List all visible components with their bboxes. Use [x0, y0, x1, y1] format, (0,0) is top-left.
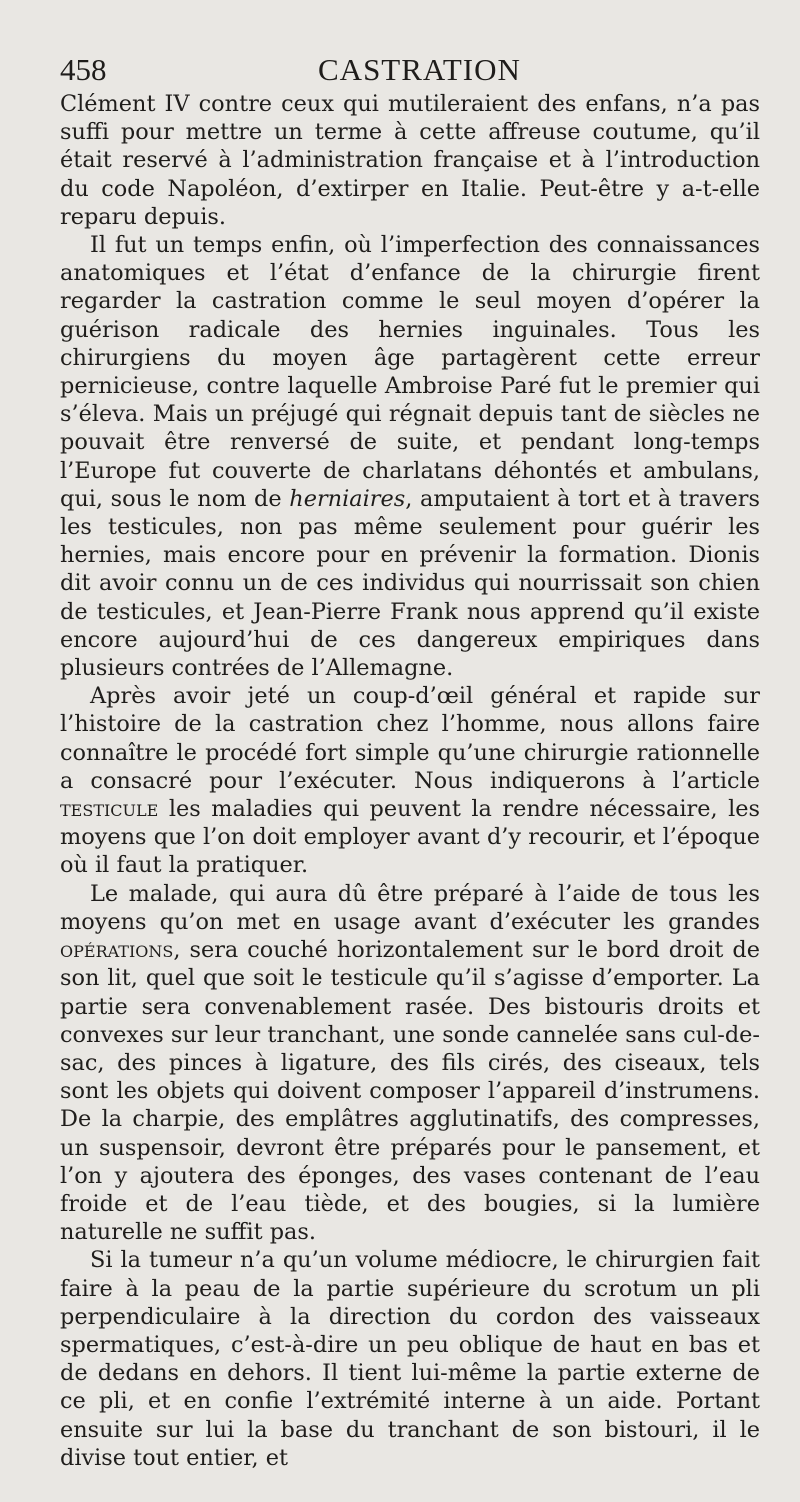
text-run: les maladies qui peuvent la rendre nécessaire, les moyens que l’on doit employer avant d’y recourir, et l’époque où il faut la pratiquer. — [60, 796, 760, 879]
running-title: CASTRATION — [318, 52, 521, 87]
small-caps-reference: testicule — [60, 796, 159, 823]
paragraph — [60, 1246, 760, 1472]
page-header — [60, 46, 760, 90]
text-run: Il fut un temps enfin, où l’imperfection des connaissances anatomiques et l’état d’enfance de la chirurgie firent regarder la castration comme le seul moyen d’opérer la guérison radicale des hernies inguinales. Tous les chirurgiens du moyen âge partagèrent cette erreur pernicieuse, contre laquelle Ambroise Paré fut le premier qui s’éleva. Mais un préjugé qui régnait depuis tant de siècles ne pouvait être renversé de suite, et pendant long-temps l’Europe fut couverte de charlatans déhontés et ambulans, qui, sous le nom de — [60, 232, 760, 512]
paragraph — [60, 682, 760, 879]
italic-term: herniaires — [289, 485, 406, 512]
page-number: 458 — [60, 52, 107, 87]
text-run: Le malade, qui aura dû être préparé à l’aide de tous les moyens qu’on met en usage avant d’exécuter les grandes — [60, 880, 760, 935]
paragraph — [60, 231, 760, 682]
body-text — [60, 90, 760, 1472]
text-run: Clément IV contre ceux qui mutileraient des enfans, n’a pas suffi pour mettre un terme à cette affreuse coutume, qu’il était reservé à l’administration française et à l’introduction du code Napoléon, d’extirper en Italie. Peut-être y a-t-elle reparu depuis. — [60, 91, 760, 230]
text-run: , amputaient à tort et à travers les testicules, non pas même seulement pour guérir les hernies, mais encore pour en prévenir la formation. Dionis dit avoir connu un de ces individus qui nourrissait son chien de testicules, et Jean-Pierre Frank nous apprend qu’il existe encore aujourd’hui de ces dangereux empiriques dans plusieurs contrées de l’Allemagne. — [60, 485, 760, 682]
text-run: Si la tumeur n’a qu’un volume médiocre, le chirurgien fait faire à la peau de la partie supérieure du scrotum un pli perpendiculaire à la direction du cordon des vaisseaux spermatiques, c’est-à-dire un peu oblique de haut en bas et de dedans en dehors. Il tient lui-même la partie externe de ce pli, et en confie l’extrémité interne à un aide. Portant ensuite sur lui la base du tranchant de son bistouri, il le divise tout entier, et — [60, 1247, 760, 1471]
small-caps-reference: opérations — [60, 937, 174, 964]
paragraph — [60, 90, 760, 231]
text-run: Après avoir jeté un coup-d’œil général et rapide sur l’histoire de la castration chez l’homme, nous allons faire connaître le procédé fort simple qu’une chirurgie rationnelle a consacré pour l’exécuter. Nous indiquerons à l’article — [60, 683, 760, 794]
text-run: , sera couché horizontalement sur le bord droit de son lit, quel que soit le testicule qu’il s’agisse d’emporter. La partie sera convenablement rasée. Des bistouris droits et convexes sur leur tranchant, une sonde cannelée sans cul-de-sac, des pinces à ligature, des fils cirés, des ciseaux, tels sont les objets qui doivent composer l’appareil d’instrumens. De la charpie, des emplâtres agglutinatifs, des compresses, un suspensoir, devront être préparés pour le pansement, et l’on y ajoutera des éponges, des vases contenant de l’eau froide et de l’eau tiède, et des bougies, si la lumière naturelle ne suffit pas. — [60, 937, 760, 1246]
paragraph — [60, 880, 760, 1247]
